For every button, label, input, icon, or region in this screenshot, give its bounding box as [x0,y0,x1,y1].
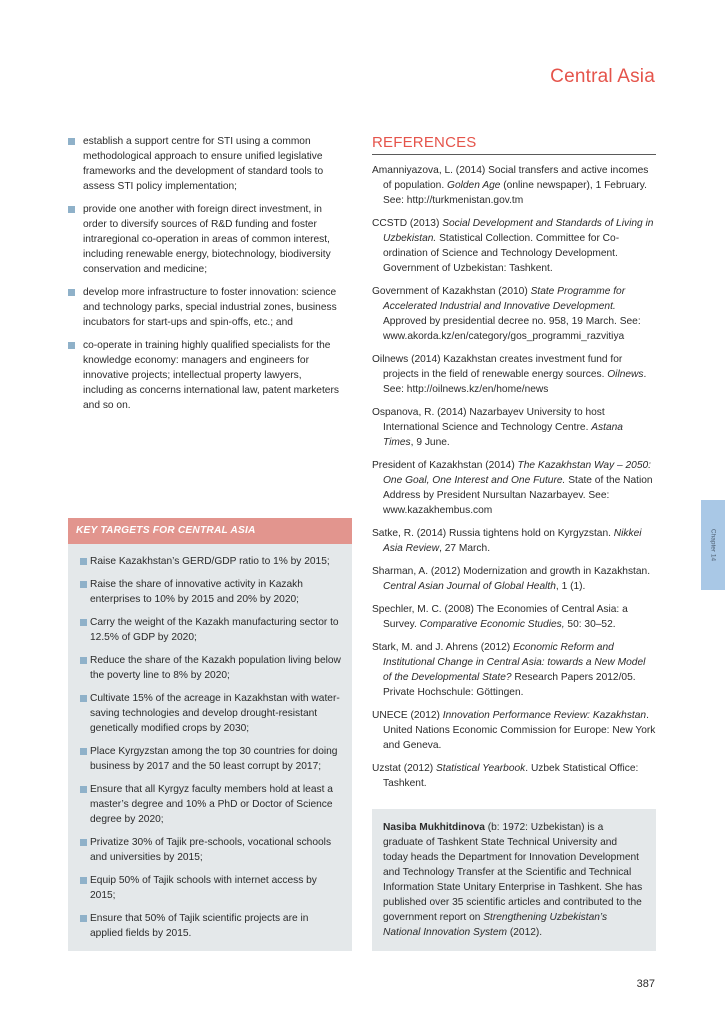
list-item [68,338,344,413]
target-text: Privatize 30% of Tajik pre-schools, vocational schools and universities by 2015; [90,837,332,863]
list-item [80,782,342,827]
reference-entry: Ospanova, R. (2014) Nazarbayev University to host International Science and Technology Centre. Astana Times, 9 June. [372,407,623,448]
reference-entry: Stark, M. and J. Ahrens (2012) Economic Reform and Institutional Change in Central Asia: towards a New Model of the Developmental State? Research Papers 2012/05. Private Hochschule: Göttingen. [372,642,646,698]
square-bullet-icon [80,877,87,884]
list-item [80,615,342,645]
reference-entry: Uzstat (2012) Statistical Yearbook. Uzbek Statistical Office: Tashkent. [372,763,639,789]
list-item [80,554,342,569]
target-text: Equip 50% of Tajik schools with internet access by 2015; [90,875,317,901]
square-bullet-icon [80,558,87,565]
references-heading: REFERENCES [372,134,656,155]
author-name: Nasiba Mukhitdinova [383,822,485,833]
reference-entry: CCSTD (2013) Social Development and Standards of Living in Uzbekistan. Statistical Collection. Committee for Co-ordination of Science and Technology Development. Government of Uzbekistan: Tashkent. [372,218,654,274]
square-bullet-icon [80,748,87,755]
reference-entry: UNECE (2012) Innovation Performance Review: Kazakhstan. United Nations Economic Commission for Europe: New York and Geneva. [372,710,656,751]
left-column [68,134,344,421]
reference-entry: Government of Kazakhstan (2010) State Programme for Accelerated Industrial and Innovative Development. Approved by presidential decree no. 958, 19 March. See: www.akorda.kz/en/category/gos_programmi_razvitiya [372,286,641,342]
page-number: 387 [636,978,655,990]
list-item [68,285,344,330]
author-bio-text: (b: 1972: Uzbekistan) is a graduate of Tashkent State Technical University and today heads the Department for Innovation Development and Technology Transfer at the Scientific and Technical Information State Unitary Enterprise in Tashkent. She has published over 35 scientific articles and contributed to the government report on [383,822,643,923]
square-bullet-icon [80,695,87,702]
references-column [372,134,656,799]
list-item [80,653,342,683]
list-item [80,744,342,774]
reference-entry: Spechler, M. C. (2008) The Economies of Central Asia: a Survey. Comparative Economic Studies, 50: 30–52. [372,604,628,630]
chapter-side-tab [701,500,725,590]
square-bullet-icon [68,289,75,296]
square-bullet-icon [80,581,87,588]
list-item [68,134,344,194]
target-text: Reduce the share of the Kazakh population living below the poverty line to 8% by 2020; [90,655,341,681]
square-bullet-icon [80,839,87,846]
target-text: Raise the share of innovative activity in Kazakh enterprises to 10% by 2015 and 20% by 2020; [90,579,303,605]
author-bio-box [372,809,656,951]
key-targets-title: KEY TARGETS FOR CENTRAL ASIA [68,518,352,544]
list-item [68,202,344,277]
reference-entry: Satke, R. (2014) Russia tightens hold on Kyrgyzstan. Nikkei Asia Review, 27 March. [372,528,642,554]
target-text: Ensure that all Kyrgyz faculty members hold at least a master’s degree and 10% a PhD or Doctor of Science degree by 2020; [90,784,333,825]
bullet-list [68,134,344,413]
square-bullet-icon [80,915,87,922]
reference-entry: Oilnews (2014) Kazakhstan creates investment fund for projects in the field of renewable energy sources. Oilnews. See: http://oilnews.kz/en/home/news [372,354,647,395]
list-item [80,577,342,607]
list-item [80,691,342,736]
target-text: Ensure that 50% of Tajik scientific projects are in applied fields by 2015. [90,913,309,939]
square-bullet-icon [80,786,87,793]
references-list [372,163,656,791]
bullet-text: develop more infrastructure to foster innovation: science and technology parks, special industrial zones, business incubators for start-ups and spin-offs, etc.; and [83,287,337,328]
chapter-tab-label: Chapter 14 [709,528,717,562]
key-targets-list [68,544,352,941]
reference-entry: Amanniyazova, L. (2014) Social transfers and active incomes of population. Golden Age (online newspaper), 1 February. See: http://turkmenistan.gov.tm [372,165,649,206]
reference-entry: Sharman, A. (2012) Modernization and growth in Kazakhstan. Central Asian Journal of Global Health, 1 (1). [372,566,651,592]
bullet-text: provide one another with foreign direct investment, in order to diversify sources of R&D funding and foster intraregional co-operation in areas of common interest, including renewable energy, biotechnology, biodiversity conservation and medicine; [83,204,331,275]
chapter-title: Central Asia [550,66,655,87]
square-bullet-icon [80,619,87,626]
key-targets-box [68,518,352,951]
list-item [80,911,342,941]
author-bio-tail: (2012). [507,927,543,938]
target-text: Raise Kazakhstan’s GERD/GDP ratio to 1% by 2015; [90,556,330,567]
author-bio-report-title: Strengthening Uzbekistan’s National Innovation System [383,912,608,938]
target-text: Cultivate 15% of the acreage in Kazakhstan with water-saving technologies and develop drought-resistant genetically modified crops by 2030; [90,693,340,734]
target-text: Place Kyrgyzstan among the top 30 countries for doing business by 2017 and the 50 least corrupt by 2017; [90,746,338,772]
square-bullet-icon [68,138,75,145]
square-bullet-icon [68,342,75,349]
list-item [80,835,342,865]
square-bullet-icon [68,206,75,213]
reference-entry: President of Kazakhstan (2014) The Kazakhstan Way – 2050: One Goal, One Interest and One Future. State of the Nation Address by President Nursultan Nazarbayev. See: www.kazakhembus.com [372,460,653,516]
bullet-text: co-operate in training highly qualified specialists for the knowledge economy: managers and engineers for innovative projects; intellectual property lawyers, including as concerns international law, patent marketers and so on. [83,340,339,411]
target-text: Carry the weight of the Kazakh manufacturing sector to 12.5% of GDP by 2020; [90,617,339,643]
bullet-text: establish a support centre for STI using a common methodological approach to ensure unified legislative frameworks and the development of standard tools to assess STI policy implementation; [83,136,324,192]
square-bullet-icon [80,657,87,664]
list-item [80,873,342,903]
